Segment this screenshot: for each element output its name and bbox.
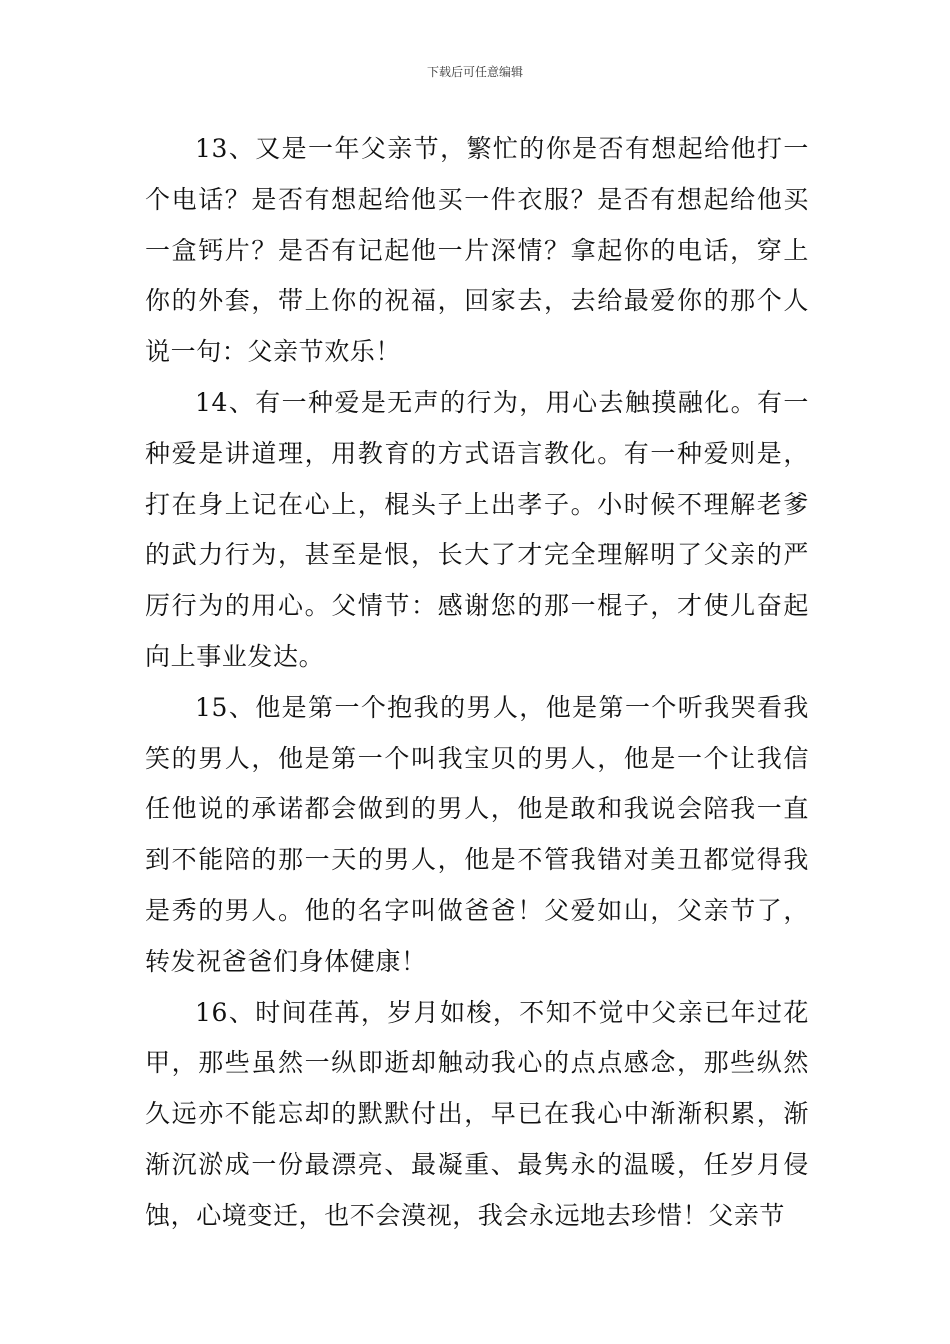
document-body	[145, 124, 809, 1242]
paragraph-13: 13、又是一年父亲节，繁忙的你是否有想起给他打一个电话？是否有想起给他买一件衣服？是否有想起给他买一盒钙片？是否有记起他一片深情？拿起你的电话，穿上你的外套，带上你的祝福，回家去，去给最爱你的那个人说一句：父亲节欢乐！	[145, 134, 809, 367]
paragraph-16: 16、时间荏苒，岁月如梭，不知不觉中父亲已年过花甲，那些虽然一纵即逝却触动我心的点点感念，那些纵然久远亦不能忘却的默默付出，早已在我心中渐渐积累，渐渐沉淤成一份最漂亮、最凝重、最隽永的温暖，任岁月侵蚀，心境变迁，也不会漠视，我会永远地去珍惜！父亲节	[145, 997, 809, 1230]
paragraph-14: 14、有一种爱是无声的行为，用心去触摸融化。有一种爱是讲道理，用教育的方式语言教化。有一种爱则是，打在身上记在心上，棍头子上出孝子。小时候不理解老爹的武力行为，甚至是恨，长大了才完全理解明了父亲的严厉行为的用心。父情节：感谢您的那一棍子，才使儿奋起向上事业发达。	[145, 387, 809, 671]
header-note: 下载后可任意编辑	[426, 65, 523, 79]
paragraph-15: 15、他是第一个抱我的男人，他是第一个听我哭看我笑的男人，他是第一个叫我宝贝的男人，他是一个让我信任他说的承诺都会做到的男人，他是敢和我说会陪我一直到不能陪的那一天的男人，他是不管我错对美丑都觉得我是秀的男人。他的名字叫做爸爸！父爱如山，父亲节了，转发祝爸爸们身体健康！	[145, 692, 809, 976]
